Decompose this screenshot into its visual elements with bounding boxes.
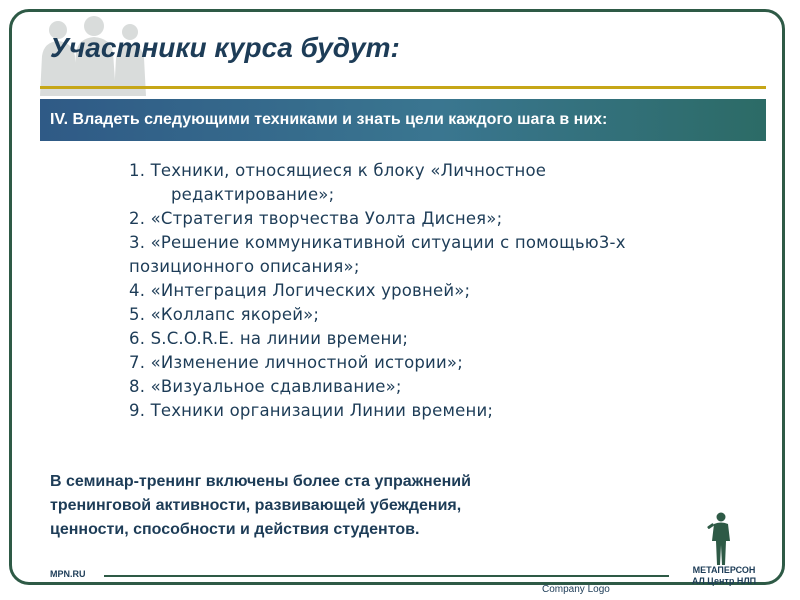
seminar-summary bbox=[50, 470, 610, 542]
list-item bbox=[129, 207, 749, 231]
slide-title: Участники курса будут: bbox=[50, 32, 400, 63]
footer-site-link[interactable]: MPN.RU bbox=[50, 569, 86, 579]
list-item-line: 5. «Коллапс якорей»; bbox=[129, 305, 320, 324]
list-item-line: 7. «Изменение личностной истории»; bbox=[129, 353, 463, 372]
list-item bbox=[129, 231, 749, 279]
list-item-line: 9. Техники организации Линии времени; bbox=[129, 401, 494, 420]
list-item-continuation: редактирование»; bbox=[171, 185, 335, 204]
metaperson-figure-icon bbox=[704, 511, 738, 567]
list-item bbox=[129, 303, 749, 327]
title-underline bbox=[40, 86, 766, 89]
list-item-line: 3. «Решение коммуникативной ситуации с помощью3-х bbox=[129, 233, 626, 252]
list-item bbox=[129, 351, 749, 375]
section-heading: IV. Владеть следующими техниками и знать цели каждого шага в них: bbox=[50, 111, 608, 128]
summary-line: В семинар-тренинг включены более ста упражнений bbox=[50, 473, 471, 490]
footer-divider bbox=[104, 575, 669, 577]
brand-label bbox=[676, 565, 772, 587]
techniques-list bbox=[129, 159, 749, 423]
list-item bbox=[129, 327, 749, 351]
brand-subtitle: АЛ Центр НЛП bbox=[691, 576, 757, 586]
list-item bbox=[129, 279, 749, 303]
list-item bbox=[129, 399, 749, 423]
brand-name: МЕТАПЕРСОН bbox=[692, 565, 756, 575]
list-item-line: 2. «Стратегия творчества Уолта Диснея»; bbox=[129, 209, 503, 228]
list-item-line: 4. «Интеграция Логических уровней»; bbox=[129, 281, 471, 300]
company-logo-text: Company Logo bbox=[542, 584, 610, 595]
list-item-line: 1. Техники, относящиеся к блоку «Личностное bbox=[129, 161, 547, 180]
summary-line: ценности, способности и действия студентов. bbox=[50, 521, 420, 538]
list-item-continuation: позиционного описания»; bbox=[129, 257, 360, 276]
list-item bbox=[129, 375, 749, 399]
section-heading-bar bbox=[40, 99, 766, 141]
list-item-line: 6. S.C.O.R.E. на линии времени; bbox=[129, 329, 409, 348]
list-item-line: 8. «Визуальное сдавливание»; bbox=[129, 377, 402, 396]
list-item bbox=[129, 159, 749, 207]
summary-line: тренинговой активности, развивающей убеждения, bbox=[50, 497, 462, 514]
